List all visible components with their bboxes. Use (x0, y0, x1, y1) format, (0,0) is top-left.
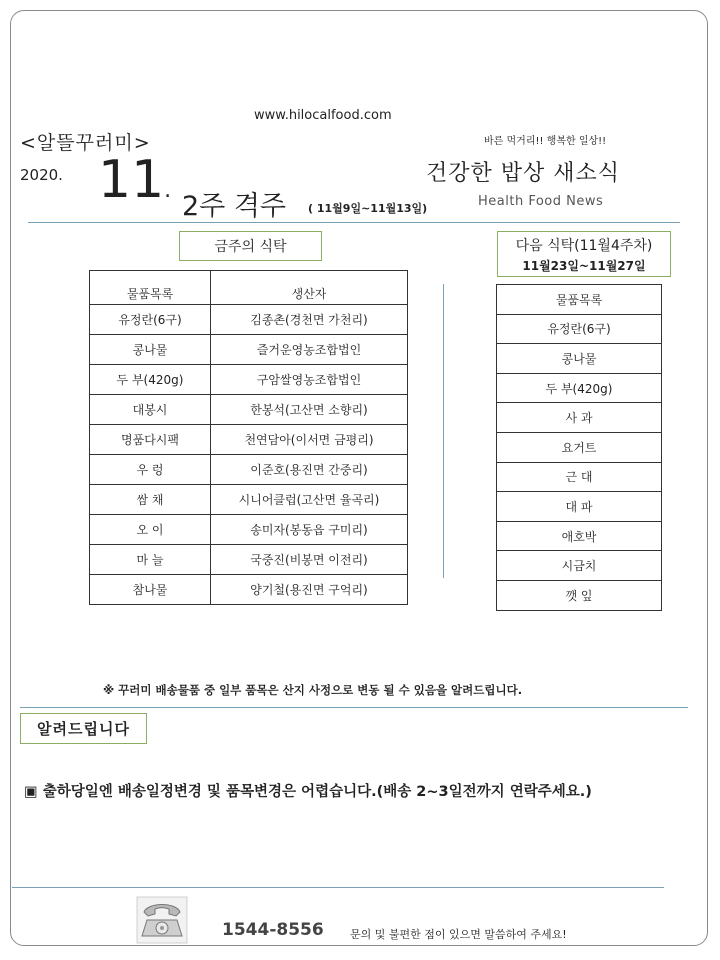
next-week-title: 다음 식탁(11월4주차) (515, 237, 653, 254)
phone-number[interactable]: 1544-8556 (222, 920, 324, 940)
telephone-icon (136, 896, 188, 944)
table-row (90, 575, 408, 605)
item-cell: 명품다시팩 (90, 425, 211, 455)
substitution-notice: ※ 꾸러미 배송물품 중 일부 품목은 산지 사정으로 변동 될 수 있음을 알려드립니다. (103, 683, 523, 697)
brand-name: <알뜰꾸러미> (20, 132, 151, 154)
contact-note: 문의 및 불편한 점이 있으면 말씀하여 주세요! (350, 928, 567, 941)
item-cell: 유정란(6구) (497, 314, 662, 344)
item-cell: 콩나물 (90, 335, 211, 365)
table-row (90, 425, 408, 455)
item-cell: 사 과 (497, 403, 662, 433)
this-week-table (89, 270, 408, 605)
item-cell: 두 부(420g) (90, 365, 211, 395)
this-week-label: 금주의 식탁 (179, 231, 322, 261)
producer-cell: 천연담아(이서면 금평리) (211, 425, 408, 455)
table-row (90, 305, 408, 335)
next-week-table (496, 284, 662, 611)
table-row (90, 515, 408, 545)
item-cell: 우 렁 (90, 455, 211, 485)
producer-cell: 즐거운영농조합법인 (211, 335, 408, 365)
table-row (497, 521, 662, 551)
item-cell: 콩나물 (497, 344, 662, 374)
producer-cell: 이준호(용진면 간중리) (211, 455, 408, 485)
item-cell: 대 파 (497, 492, 662, 522)
table-row (90, 545, 408, 575)
table-row (497, 551, 662, 581)
table-row (90, 365, 408, 395)
item-cell: 대봉시 (90, 395, 211, 425)
item-cell: 요거트 (497, 432, 662, 462)
newsletter-title: 건강한 밥상 새소식 (426, 161, 621, 186)
notice-divider (20, 707, 688, 708)
next-week-dates: 11월23일~11월27일 (522, 258, 646, 273)
item-cell: 깻 잎 (497, 580, 662, 610)
item-cell: 유정란(6구) (90, 305, 211, 335)
item-cell: 시금치 (497, 551, 662, 581)
item-cell: 참나물 (90, 575, 211, 605)
table-row (90, 335, 408, 365)
table-row (497, 432, 662, 462)
table-row (497, 344, 662, 374)
table-row (497, 373, 662, 403)
slogan: 바른 먹거리!! 행복한 일상!! (484, 136, 607, 147)
header-divider (28, 222, 680, 223)
issue-month: 11. (98, 150, 172, 210)
column-divider (443, 284, 444, 578)
table-row (497, 492, 662, 522)
table-header-row (497, 285, 662, 315)
table-row (497, 314, 662, 344)
producer-cell: 국중진(비봉면 이전리) (211, 545, 408, 575)
producer-cell: 양기철(용진면 구억리) (211, 575, 408, 605)
column-header: 물품목록 (497, 285, 662, 315)
item-cell: 두 부(420g) (497, 373, 662, 403)
item-cell: 쌈 채 (90, 485, 211, 515)
item-cell: 근 대 (497, 462, 662, 492)
table-row (90, 485, 408, 515)
producer-cell: 송미자(봉동읍 구미리) (211, 515, 408, 545)
issue-year: 2020. (20, 166, 63, 184)
footer-divider (12, 887, 664, 888)
announcement-body: ▣ 출하당일엔 배송일정변경 및 품목변경은 어렵습니다.(배송 2~3일전까지 연락주세요.) (24, 784, 592, 800)
table-row (497, 403, 662, 433)
item-cell: 오 이 (90, 515, 211, 545)
column-header: 생산자 (211, 271, 408, 305)
table-row (497, 462, 662, 492)
website-url[interactable]: www.hilocalfood.com (254, 108, 392, 123)
producer-cell: 김종촌(경천면 가천리) (211, 305, 408, 335)
table-row (497, 580, 662, 610)
next-week-label (497, 231, 671, 277)
producer-cell: 한봉석(고산면 소향리) (211, 395, 408, 425)
announcement-label: 알려드립니다 (20, 713, 147, 744)
issue-week: 2주 격주 (182, 191, 287, 222)
newsletter-subtitle: Health Food News (478, 194, 604, 209)
table-row (90, 395, 408, 425)
producer-cell: 시니어클럽(고산면 율곡리) (211, 485, 408, 515)
producer-cell: 구암쌀영농조합법인 (211, 365, 408, 395)
table-row (90, 455, 408, 485)
item-cell: 애호박 (497, 521, 662, 551)
column-header: 물품목록 (90, 271, 211, 305)
table-header-row (90, 271, 408, 305)
item-cell: 마 늘 (90, 545, 211, 575)
issue-dates: ( 11월9일~11월13일) (308, 202, 428, 215)
